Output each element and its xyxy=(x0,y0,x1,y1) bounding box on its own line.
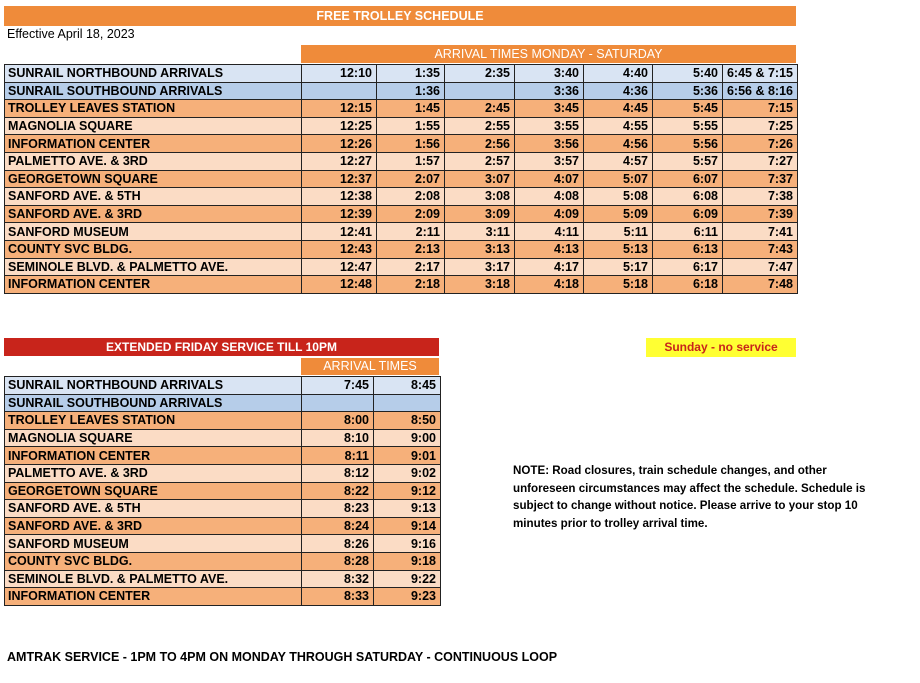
arrival-time-cell: 8:00 xyxy=(302,412,374,430)
arrival-time-cell: 8:24 xyxy=(302,517,374,535)
arrival-time-cell: 7:47 xyxy=(723,258,798,276)
arrival-time-cell: 4:11 xyxy=(515,223,584,241)
friday-arrival-header: ARRIVAL TIMES xyxy=(301,358,439,375)
arrival-time-cell: 3:45 xyxy=(515,100,584,118)
arrival-time-cell: 6:18 xyxy=(653,276,723,294)
stop-name-cell: INFORMATION CENTER xyxy=(5,135,302,153)
arrival-time-cell: 8:28 xyxy=(302,552,374,570)
arrival-time-cell: 12:41 xyxy=(302,223,377,241)
arrival-time-cell: 12:43 xyxy=(302,240,377,258)
table-row xyxy=(5,117,798,135)
arrival-time-cell: 7:41 xyxy=(723,223,798,241)
effective-date: Effective April 18, 2023 xyxy=(7,27,135,41)
weekday-schedule-table xyxy=(4,64,798,294)
stop-name-cell: SEMINOLE BLVD. & PALMETTO AVE. xyxy=(5,570,302,588)
sunday-no-service-label: Sunday - no service xyxy=(646,338,796,357)
arrival-time-cell: 6:17 xyxy=(653,258,723,276)
table-row xyxy=(5,188,798,206)
table-row xyxy=(5,535,441,553)
table-row xyxy=(5,552,441,570)
arrival-time-cell: 4:36 xyxy=(584,82,653,100)
arrival-time-cell xyxy=(374,394,441,412)
table-row xyxy=(5,588,441,606)
arrival-time-cell: 8:45 xyxy=(374,377,441,395)
arrival-time-cell: 12:26 xyxy=(302,135,377,153)
arrival-time-cell xyxy=(302,394,374,412)
arrival-time-cell: 8:11 xyxy=(302,447,374,465)
arrival-time-cell: 9:02 xyxy=(374,464,441,482)
weekday-arrival-header: ARRIVAL TIMES MONDAY - SATURDAY xyxy=(301,45,796,63)
stop-name-cell: INFORMATION CENTER xyxy=(5,447,302,465)
arrival-time-cell: 5:36 xyxy=(653,82,723,100)
arrival-time-cell: 8:33 xyxy=(302,588,374,606)
table-row xyxy=(5,258,798,276)
arrival-time-cell: 5:45 xyxy=(653,100,723,118)
arrival-time-cell: 4:45 xyxy=(584,100,653,118)
arrival-time-cell: 3:17 xyxy=(445,258,515,276)
arrival-time-cell: 3:07 xyxy=(445,170,515,188)
stop-name-cell: TROLLEY LEAVES STATION xyxy=(5,100,302,118)
arrival-time-cell: 3:11 xyxy=(445,223,515,241)
stop-name-cell: GEORGETOWN SQUARE xyxy=(5,170,302,188)
schedule-note: NOTE: Road closures, train schedule changes, and other unforeseen circumstances may affect the schedule. Schedule is subject to change without notice. Please arrive to your stop 10 minutes prior to trolley arrival time. xyxy=(513,464,866,530)
arrival-time-cell: 2:17 xyxy=(377,258,445,276)
arrival-time-cell: 7:45 xyxy=(302,377,374,395)
arrival-time-cell: 7:15 xyxy=(723,100,798,118)
arrival-time-cell: 3:56 xyxy=(515,135,584,153)
arrival-time-cell: 1:56 xyxy=(377,135,445,153)
table-row xyxy=(5,205,798,223)
arrival-time-cell: 6:07 xyxy=(653,170,723,188)
arrival-time-cell: 7:37 xyxy=(723,170,798,188)
table-row xyxy=(5,394,441,412)
arrival-time-cell: 2:11 xyxy=(377,223,445,241)
arrival-time-cell: 3:57 xyxy=(515,152,584,170)
arrival-time-cell: 1:45 xyxy=(377,100,445,118)
stop-name-cell: COUNTY SVC BLDG. xyxy=(5,552,302,570)
table-row xyxy=(5,412,441,430)
arrival-time-cell: 5:17 xyxy=(584,258,653,276)
arrival-time-cell: 2:45 xyxy=(445,100,515,118)
arrival-time-cell: 3:36 xyxy=(515,82,584,100)
arrival-time-cell: 9:18 xyxy=(374,552,441,570)
stop-name-cell: GEORGETOWN SQUARE xyxy=(5,482,302,500)
table-row xyxy=(5,170,798,188)
stop-name-cell: SUNRAIL NORTHBOUND ARRIVALS xyxy=(5,377,302,395)
stop-name-cell: SANFORD AVE. & 5TH xyxy=(5,188,302,206)
stop-name-cell: TROLLEY LEAVES STATION xyxy=(5,412,302,430)
arrival-time-cell: 2:09 xyxy=(377,205,445,223)
table-row xyxy=(5,482,441,500)
arrival-time-cell: 4:13 xyxy=(515,240,584,258)
arrival-time-cell: 6:09 xyxy=(653,205,723,223)
arrival-time-cell: 3:55 xyxy=(515,117,584,135)
arrival-time-cell: 5:09 xyxy=(584,205,653,223)
stop-name-cell: COUNTY SVC BLDG. xyxy=(5,240,302,258)
arrival-time-cell: 9:13 xyxy=(374,500,441,518)
table-row xyxy=(5,464,441,482)
arrival-time-cell: 8:22 xyxy=(302,482,374,500)
arrival-time-cell: 2:57 xyxy=(445,152,515,170)
arrival-time-cell: 2:07 xyxy=(377,170,445,188)
table-row xyxy=(5,517,441,535)
stop-name-cell: SANFORD MUSEUM xyxy=(5,223,302,241)
arrival-time-cell: 5:07 xyxy=(584,170,653,188)
stop-name-cell: SUNRAIL SOUTHBOUND ARRIVALS xyxy=(5,394,302,412)
arrival-time-cell: 4:18 xyxy=(515,276,584,294)
arrival-time-cell: 3:08 xyxy=(445,188,515,206)
stop-name-cell: INFORMATION CENTER xyxy=(5,588,302,606)
arrival-time-cell xyxy=(302,82,377,100)
stop-name-cell: SUNRAIL NORTHBOUND ARRIVALS xyxy=(5,65,302,83)
arrival-time-cell: 3:18 xyxy=(445,276,515,294)
stop-name-cell: MAGNOLIA SQUARE xyxy=(5,117,302,135)
arrival-time-cell: 9:23 xyxy=(374,588,441,606)
arrival-time-cell: 6:11 xyxy=(653,223,723,241)
arrival-time-cell: 12:10 xyxy=(302,65,377,83)
arrival-time-cell: 1:35 xyxy=(377,65,445,83)
arrival-time-cell: 1:55 xyxy=(377,117,445,135)
arrival-time-cell: 7:48 xyxy=(723,276,798,294)
arrival-time-cell: 1:57 xyxy=(377,152,445,170)
arrival-time-cell: 4:55 xyxy=(584,117,653,135)
stop-name-cell: SANFORD AVE. & 5TH xyxy=(5,500,302,518)
arrival-time-cell: 7:26 xyxy=(723,135,798,153)
table-row xyxy=(5,276,798,294)
arrival-time-cell: 3:09 xyxy=(445,205,515,223)
arrival-time-cell: 6:56 & 8:16 xyxy=(723,82,798,100)
table-row xyxy=(5,500,441,518)
table-row xyxy=(5,570,441,588)
stop-name-cell: SEMINOLE BLVD. & PALMETTO AVE. xyxy=(5,258,302,276)
arrival-time-cell: 4:08 xyxy=(515,188,584,206)
stop-name-cell: MAGNOLIA SQUARE xyxy=(5,429,302,447)
stop-name-cell: INFORMATION CENTER xyxy=(5,276,302,294)
arrival-time-cell: 4:57 xyxy=(584,152,653,170)
arrival-time-cell: 7:27 xyxy=(723,152,798,170)
arrival-time-cell: 5:56 xyxy=(653,135,723,153)
arrival-time-cell: 12:25 xyxy=(302,117,377,135)
arrival-time-cell: 4:56 xyxy=(584,135,653,153)
arrival-time-cell: 2:13 xyxy=(377,240,445,258)
arrival-time-cell: 5:40 xyxy=(653,65,723,83)
table-row xyxy=(5,152,798,170)
arrival-time-cell: 7:43 xyxy=(723,240,798,258)
arrival-time-cell: 4:09 xyxy=(515,205,584,223)
stop-name-cell: PALMETTO AVE. & 3RD xyxy=(5,152,302,170)
table-row xyxy=(5,82,798,100)
arrival-time-cell: 8:10 xyxy=(302,429,374,447)
stop-name-cell: SANFORD AVE. & 3RD xyxy=(5,205,302,223)
arrival-time-cell: 12:47 xyxy=(302,258,377,276)
arrival-time-cell: 4:17 xyxy=(515,258,584,276)
arrival-time-cell: 8:23 xyxy=(302,500,374,518)
arrival-time-cell: 8:12 xyxy=(302,464,374,482)
amtrak-service-note: AMTRAK SERVICE - 1PM TO 4PM ON MONDAY THROUGH SATURDAY - CONTINUOUS LOOP xyxy=(7,650,558,664)
arrival-time-cell: 6:13 xyxy=(653,240,723,258)
arrival-time-cell: 6:08 xyxy=(653,188,723,206)
table-row xyxy=(5,429,441,447)
arrival-time-cell: 5:08 xyxy=(584,188,653,206)
arrival-time-cell: 9:16 xyxy=(374,535,441,553)
arrival-time-cell: 2:18 xyxy=(377,276,445,294)
arrival-time-cell: 5:18 xyxy=(584,276,653,294)
arrival-time-cell: 9:01 xyxy=(374,447,441,465)
arrival-time-cell: 4:07 xyxy=(515,170,584,188)
table-row xyxy=(5,377,441,395)
arrival-time-cell: 1:36 xyxy=(377,82,445,100)
arrival-time-cell: 8:32 xyxy=(302,570,374,588)
arrival-time-cell: 7:39 xyxy=(723,205,798,223)
stop-name-cell: SANFORD AVE. & 3RD xyxy=(5,517,302,535)
friday-service-banner: EXTENDED FRIDAY SERVICE TILL 10PM xyxy=(4,338,439,356)
arrival-time-cell: 5:11 xyxy=(584,223,653,241)
arrival-time-cell: 12:38 xyxy=(302,188,377,206)
table-row xyxy=(5,135,798,153)
arrival-time-cell: 3:13 xyxy=(445,240,515,258)
arrival-time-cell: 12:37 xyxy=(302,170,377,188)
arrival-time-cell: 2:55 xyxy=(445,117,515,135)
arrival-time-cell: 12:48 xyxy=(302,276,377,294)
arrival-time-cell: 4:40 xyxy=(584,65,653,83)
arrival-time-cell: 9:14 xyxy=(374,517,441,535)
arrival-time-cell: 12:27 xyxy=(302,152,377,170)
arrival-time-cell: 9:22 xyxy=(374,570,441,588)
arrival-time-cell: 6:45 & 7:15 xyxy=(723,65,798,83)
stop-name-cell: SUNRAIL SOUTHBOUND ARRIVALS xyxy=(5,82,302,100)
schedule-title: FREE TROLLEY SCHEDULE xyxy=(4,6,796,26)
arrival-time-cell: 2:08 xyxy=(377,188,445,206)
table-row xyxy=(5,447,441,465)
arrival-time-cell: 12:39 xyxy=(302,205,377,223)
arrival-time-cell: 2:56 xyxy=(445,135,515,153)
arrival-time-cell xyxy=(445,82,515,100)
table-row xyxy=(5,65,798,83)
arrival-time-cell: 5:13 xyxy=(584,240,653,258)
stop-name-cell: PALMETTO AVE. & 3RD xyxy=(5,464,302,482)
arrival-time-cell: 8:26 xyxy=(302,535,374,553)
table-row xyxy=(5,240,798,258)
arrival-time-cell: 2:35 xyxy=(445,65,515,83)
arrival-time-cell: 5:57 xyxy=(653,152,723,170)
arrival-time-cell: 12:15 xyxy=(302,100,377,118)
table-row xyxy=(5,223,798,241)
arrival-time-cell: 3:40 xyxy=(515,65,584,83)
arrival-time-cell: 9:12 xyxy=(374,482,441,500)
table-row xyxy=(5,100,798,118)
arrival-time-cell: 5:55 xyxy=(653,117,723,135)
stop-name-cell: SANFORD MUSEUM xyxy=(5,535,302,553)
arrival-time-cell: 8:50 xyxy=(374,412,441,430)
friday-schedule-table xyxy=(4,376,441,606)
arrival-time-cell: 7:38 xyxy=(723,188,798,206)
arrival-time-cell: 7:25 xyxy=(723,117,798,135)
arrival-time-cell: 9:00 xyxy=(374,429,441,447)
